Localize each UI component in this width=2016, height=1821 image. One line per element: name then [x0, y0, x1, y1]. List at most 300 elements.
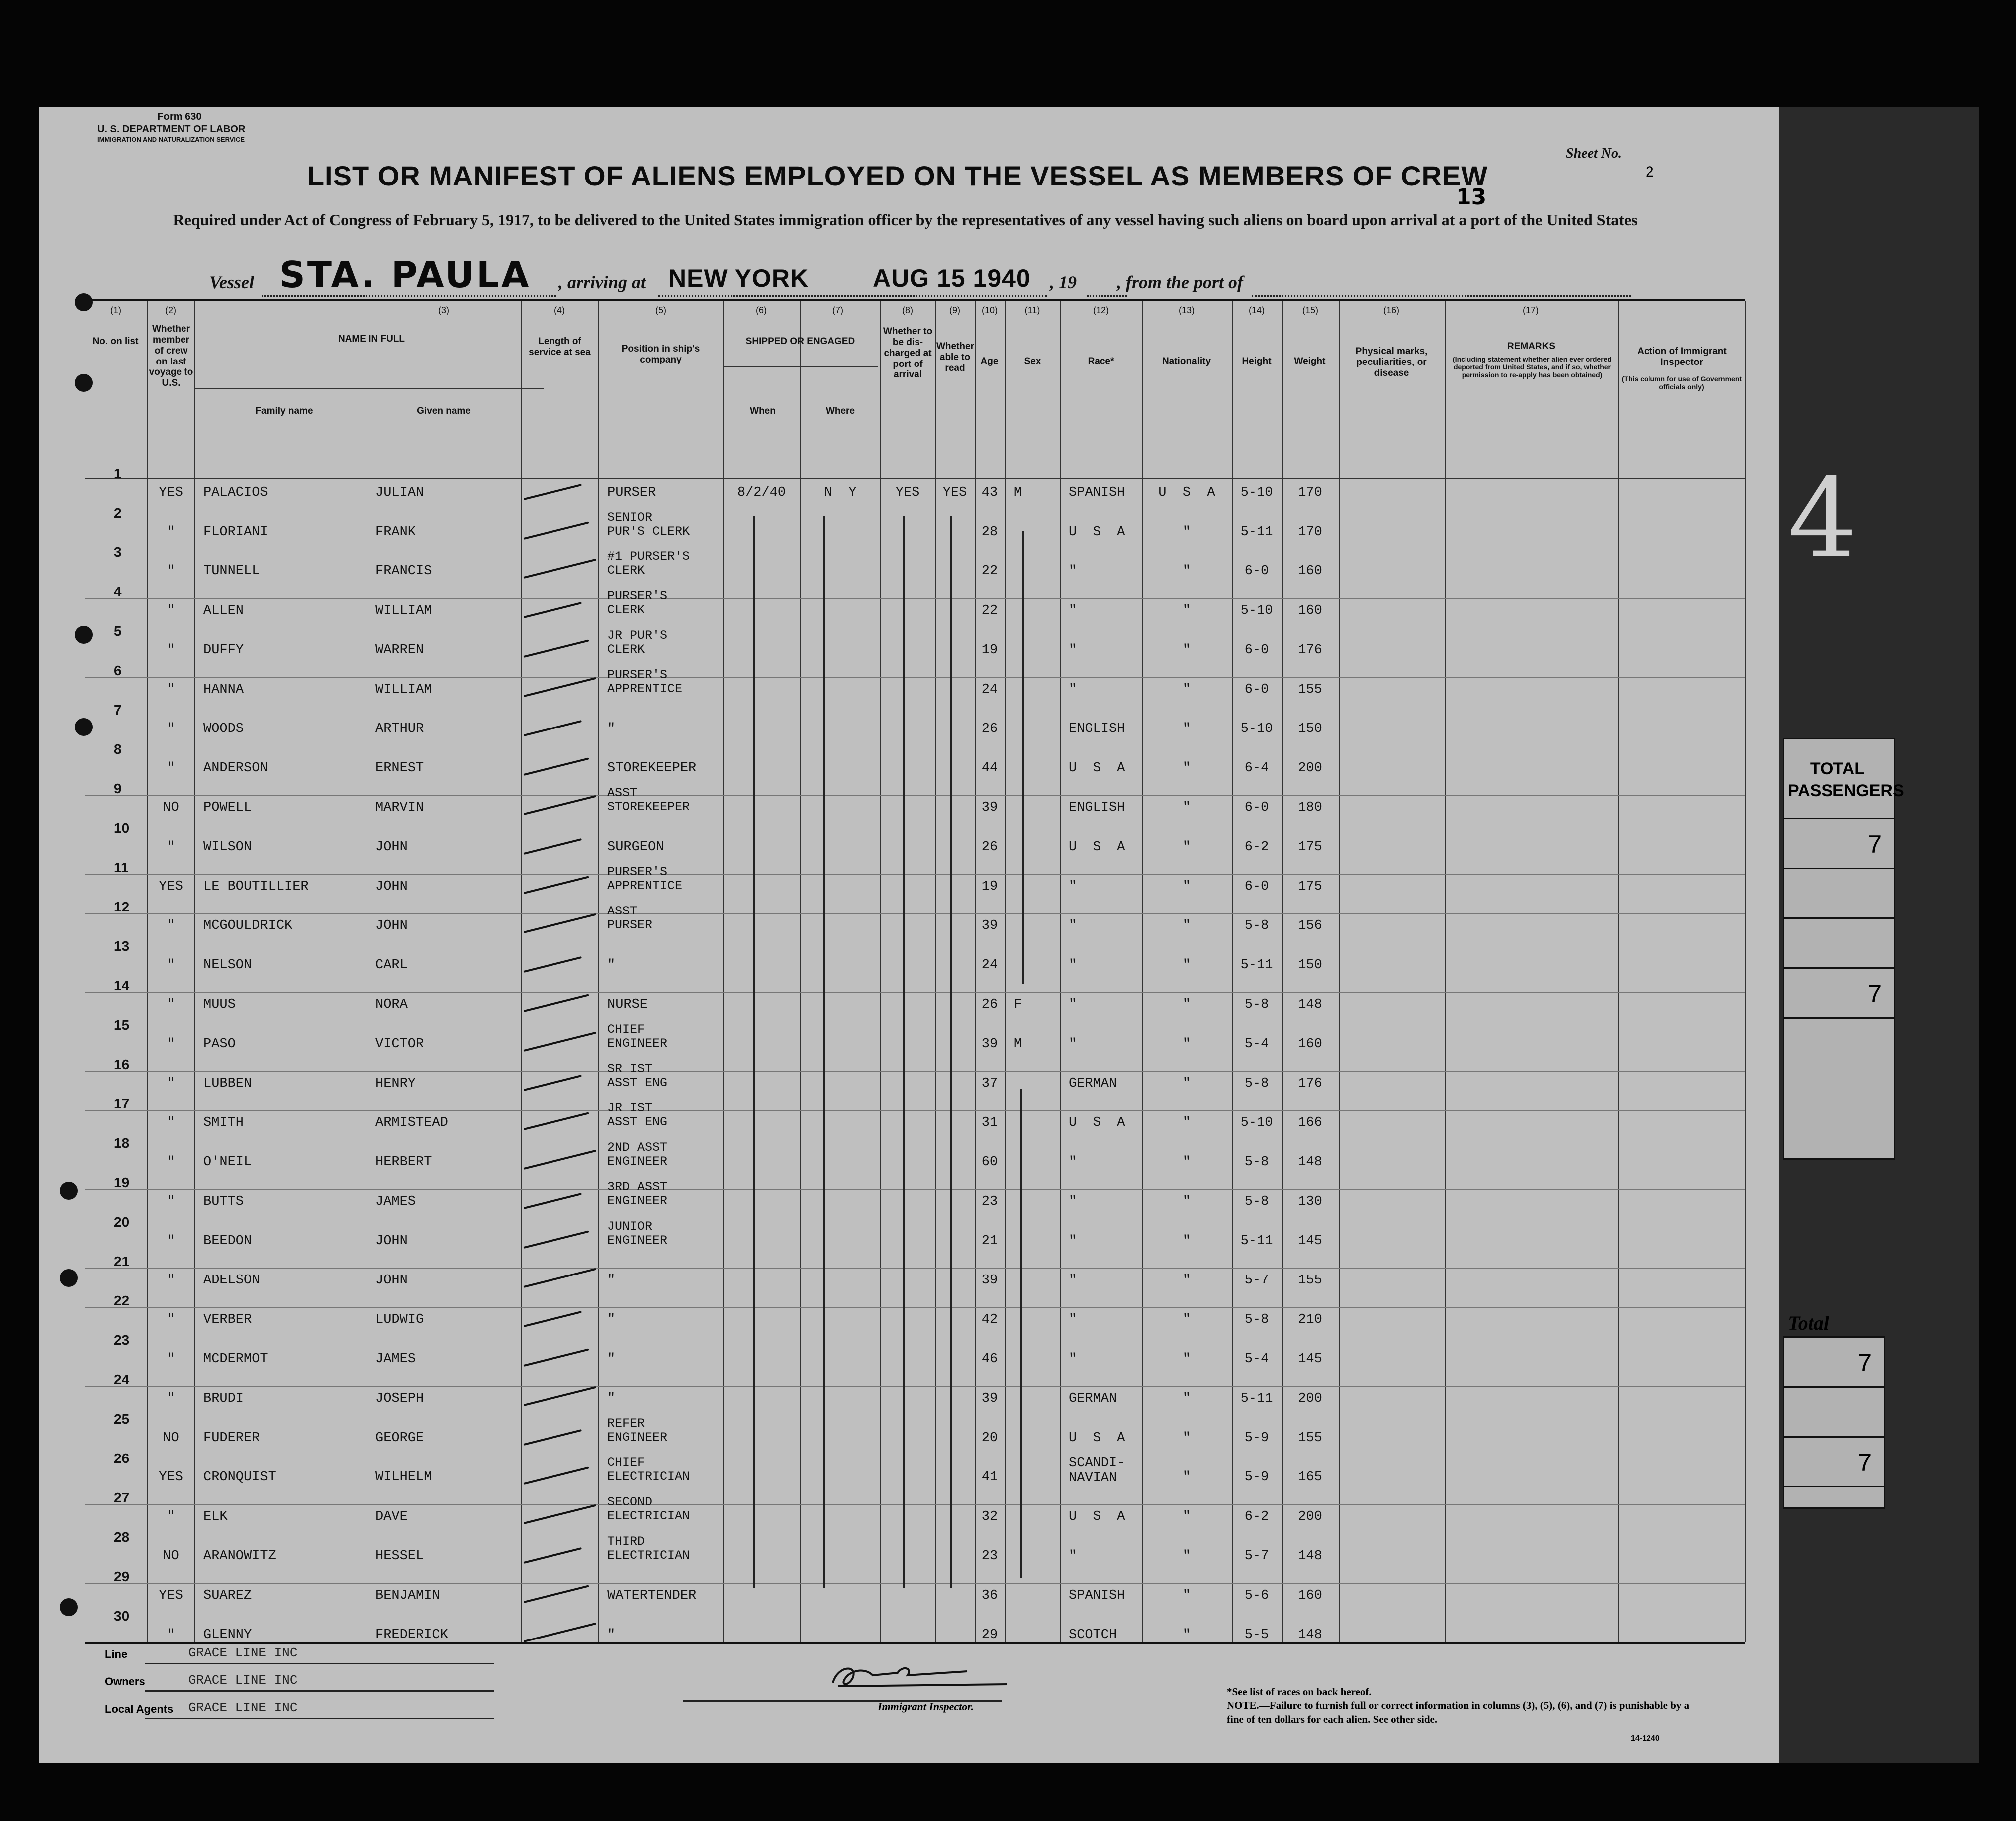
family-name: WOODS [203, 722, 244, 736]
length-of-service-check [524, 602, 582, 618]
age: 39 [981, 800, 998, 815]
position: PURSER'S APPRENTICE [607, 668, 683, 696]
column-divider [800, 301, 801, 1642]
given-name: JOHN [375, 1234, 408, 1249]
crew-last-voyage: YES [159, 1470, 183, 1485]
position: PURSER'S APPRENTICE [607, 865, 683, 893]
nationality: " [1182, 1076, 1191, 1091]
given-name: ARTHUR [375, 722, 424, 736]
agents-value: GRACE LINE INC [188, 1700, 298, 1715]
position: " [607, 1628, 616, 1642]
position: SECOND ELECTRICIAN [607, 1495, 690, 1523]
race: " [1069, 1549, 1077, 1564]
nationality: " [1182, 800, 1191, 815]
header-last-voyage: Whether member of crew on last voyage to U.S. [149, 324, 193, 389]
position: NURSE [607, 997, 648, 1012]
nationality: " [1182, 722, 1191, 736]
race: " [1069, 1273, 1077, 1288]
race: ENGLISH [1069, 722, 1125, 736]
height: 6-0 [1244, 800, 1269, 815]
crew-last-voyage: YES [159, 1588, 183, 1603]
row-number: 2 [114, 505, 122, 521]
nationality: " [1182, 761, 1191, 776]
length-of-service-check [524, 1075, 582, 1091]
position: SENIOR PUR'S CLERK [607, 510, 690, 539]
family-name: BRUDI [203, 1391, 244, 1406]
age: 41 [981, 1470, 998, 1485]
crew-last-voyage: " [167, 564, 175, 579]
race: " [1069, 1234, 1077, 1249]
given-name: VICTOR [375, 1037, 424, 1052]
row-rule [85, 1189, 1745, 1190]
nationality: " [1182, 1037, 1191, 1052]
age: 26 [981, 722, 998, 736]
row-rule [85, 1307, 1745, 1308]
height: 6-2 [1244, 1509, 1269, 1524]
age: 22 [981, 603, 998, 618]
weight: 175 [1298, 879, 1322, 894]
height: 5-8 [1244, 1155, 1269, 1170]
column-number: (17) [1522, 305, 1539, 315]
given-name: JAMES [375, 1194, 416, 1209]
age: 29 [981, 1628, 998, 1642]
column-number: (15) [1302, 305, 1318, 315]
nationality: " [1182, 1431, 1191, 1446]
crew-last-voyage: " [167, 918, 175, 933]
age: 19 [981, 643, 998, 658]
penalty-note: NOTE.—Failure to furnish full or correct information in columns (3), (5), (6), and (7) is punishable by a fine of ten dollars for each alien. See other side. [1227, 1699, 1690, 1725]
column-number: (3) [438, 305, 449, 315]
weight: 176 [1298, 643, 1322, 658]
position: JR IST ASST ENG [607, 1101, 668, 1129]
crew-last-voyage: " [167, 1352, 175, 1367]
weight: 130 [1298, 1194, 1322, 1209]
family-name: ADELSON [203, 1273, 260, 1288]
row-number: 6 [114, 663, 122, 678]
row-rule [85, 598, 1745, 599]
column-number: (14) [1248, 305, 1265, 315]
side-total-tab [1783, 1336, 1885, 1509]
age: 24 [981, 682, 998, 697]
year-label: , 19 [1050, 272, 1077, 292]
given-name: JAMES [375, 1352, 416, 1367]
side-value: 7 [1784, 1438, 1884, 1487]
race: " [1069, 918, 1077, 933]
header-where: Where [825, 406, 855, 416]
family-name: ALLEN [203, 603, 244, 618]
column-divider [521, 301, 522, 1642]
row-number: 1 [114, 466, 122, 481]
weight: 170 [1298, 525, 1322, 540]
binder-hole [60, 1182, 78, 1200]
weight: 210 [1298, 1312, 1322, 1327]
given-name: GEORGE [375, 1431, 424, 1446]
column-number: (16) [1383, 305, 1399, 315]
header-name-in-full: NAME IN FULL [338, 334, 405, 344]
weight: 200 [1298, 761, 1322, 776]
length-of-service-check [524, 1230, 589, 1249]
given-name: BENJAMIN [375, 1588, 440, 1603]
row-number: 27 [114, 1490, 130, 1505]
agents-label: Local Agents [105, 1703, 174, 1715]
row-number: 20 [114, 1214, 130, 1230]
height: 5-11 [1240, 1234, 1273, 1249]
nationality: " [1182, 997, 1191, 1012]
header-shipped-engaged: SHIPPED OR ENGAGED [745, 336, 855, 347]
given-name: FREDERICK [375, 1628, 448, 1642]
weight: 176 [1298, 1076, 1322, 1091]
position: #1 PURSER'S CLERK [607, 549, 690, 578]
nationality: " [1182, 603, 1191, 618]
length-of-service-check [524, 1150, 597, 1170]
sex: M [1014, 485, 1022, 500]
family-name: ELK [203, 1509, 228, 1524]
weight: 180 [1298, 800, 1322, 815]
race: " [1069, 603, 1077, 618]
age: 26 [981, 997, 998, 1012]
length-of-service-check [524, 1386, 597, 1406]
position: " [607, 1273, 616, 1288]
nationality: " [1182, 1628, 1191, 1642]
column-divider [1060, 301, 1061, 1642]
service-name: IMMIGRATION AND NATURALIZATION SERVICE [97, 136, 245, 143]
form-code: 14-1240 [1631, 1734, 1660, 1743]
length-of-service-check [524, 994, 589, 1012]
race: " [1069, 1194, 1077, 1209]
race: ENGLISH [1069, 800, 1125, 815]
position: ASST PURSER [607, 904, 653, 932]
position: WATERTENDER [607, 1588, 697, 1603]
crew-last-voyage: " [167, 840, 175, 855]
length-of-service-check [524, 1032, 597, 1052]
crew-last-voyage: " [167, 1155, 175, 1170]
row-rule [85, 874, 1745, 875]
row-number: 25 [114, 1411, 130, 1427]
family-name: DUFFY [203, 643, 244, 658]
race: U S A [1069, 525, 1125, 540]
position: " [607, 1352, 616, 1367]
weight: 160 [1298, 603, 1322, 618]
given-name: WILLIAM [375, 682, 432, 697]
family-name: LUBBEN [203, 1076, 252, 1091]
height: 5-8 [1244, 1312, 1269, 1327]
column-divider [1339, 301, 1340, 1642]
crew-last-voyage: " [167, 1509, 175, 1524]
crew-last-voyage: NO [163, 800, 179, 815]
given-name: HENRY [375, 1076, 416, 1091]
nationality: " [1182, 840, 1191, 855]
side-value: 7 [1784, 1338, 1884, 1388]
age: 43 [981, 485, 998, 500]
height: 5-8 [1244, 997, 1269, 1012]
header-height: Height [1242, 356, 1272, 366]
weight: 170 [1298, 485, 1322, 500]
family-name: FUDERER [203, 1431, 260, 1446]
family-name: MCDERMOT [203, 1352, 268, 1367]
header-action-note: (This column for use of Government officials only) [1621, 375, 1742, 391]
crew-last-voyage: " [167, 1115, 175, 1130]
height: 5-6 [1244, 1588, 1269, 1603]
row-number: 21 [114, 1254, 130, 1269]
position: SR IST ASST ENG [607, 1062, 668, 1090]
vessel-label: Vessel [209, 272, 254, 292]
height: 5-8 [1244, 1076, 1269, 1091]
length-of-service-check [524, 913, 597, 933]
race: " [1069, 1352, 1077, 1367]
column-number: (11) [1024, 305, 1040, 315]
race: SPANISH [1069, 485, 1125, 500]
height: 5-8 [1244, 1194, 1269, 1209]
age: 28 [981, 525, 998, 540]
ditto-line [753, 516, 755, 1588]
nationality: " [1182, 1234, 1191, 1249]
age: 20 [981, 1431, 998, 1446]
crew-last-voyage: " [167, 1234, 175, 1249]
race: U S A [1069, 761, 1125, 776]
row-number: 13 [114, 938, 130, 954]
race: " [1069, 643, 1077, 658]
weight: 148 [1298, 1155, 1322, 1170]
row-number: 3 [114, 545, 122, 560]
family-name: LE BOUTILLIER [203, 879, 309, 894]
given-name: LUDWIG [375, 1312, 424, 1327]
position: REFER ENGINEER [607, 1416, 668, 1445]
row-number: 10 [114, 820, 130, 836]
inspector-label: Immigrant Inspector. [878, 1700, 974, 1713]
crew-last-voyage: " [167, 722, 175, 736]
race: " [1069, 879, 1077, 894]
height: 5-9 [1244, 1431, 1269, 1446]
crew-last-voyage: " [167, 1076, 175, 1091]
age: 26 [981, 840, 998, 855]
binder-hole [60, 1269, 78, 1287]
row-number: 14 [114, 978, 130, 993]
length-of-service-check [524, 1311, 582, 1327]
header-weight: Weight [1294, 356, 1326, 366]
weight: 148 [1298, 1549, 1322, 1564]
column-divider [723, 301, 724, 1642]
header-family-name: Family name [255, 406, 313, 416]
height: 6-0 [1244, 879, 1269, 894]
nationality: " [1182, 1509, 1191, 1524]
from-port-label: , from the port of [1117, 272, 1244, 292]
weight: 155 [1298, 682, 1322, 697]
row-number: 26 [114, 1451, 130, 1466]
race: U S A [1069, 1431, 1125, 1446]
age: 39 [981, 1391, 998, 1406]
column-number: (9) [949, 305, 960, 315]
footnote [1227, 1685, 1695, 1726]
age: 31 [981, 1115, 998, 1130]
weight: 145 [1298, 1234, 1322, 1249]
age: 22 [981, 564, 998, 579]
position: CHIEF ENGINEER [607, 1022, 668, 1051]
family-name: GLENNY [203, 1628, 252, 1642]
side-total-heading: TOTAL PASSENGERS [1788, 759, 1904, 801]
race: U S A [1069, 1509, 1125, 1524]
age: 39 [981, 1273, 998, 1288]
height: 6-4 [1244, 761, 1269, 776]
crew-last-voyage: " [167, 682, 175, 697]
sex: M [1014, 1037, 1022, 1052]
given-name: JOHN [375, 918, 408, 933]
family-name: SUAREZ [203, 1588, 252, 1603]
crew-table [85, 299, 1745, 1644]
column-divider [1745, 301, 1746, 1642]
weight: 148 [1298, 1628, 1322, 1642]
nationality: " [1182, 879, 1191, 894]
family-name: ARANOWITZ [203, 1549, 276, 1564]
length-of-service-check [524, 876, 589, 894]
header-when: When [750, 406, 776, 416]
family-name: CRONQUIST [203, 1470, 276, 1485]
family-name: PALACIOS [203, 485, 268, 500]
family-name: NELSON [203, 958, 252, 973]
age: 21 [981, 1234, 998, 1249]
race: " [1069, 1037, 1077, 1052]
crew-last-voyage: " [167, 997, 175, 1012]
weight: 148 [1298, 997, 1322, 1012]
height: 5-10 [1240, 485, 1273, 500]
height: 5-5 [1244, 1628, 1269, 1642]
header-physical-marks: Physical marks, peculiarities, or disease [1355, 346, 1428, 378]
form-identifier [97, 111, 262, 144]
row-number: 24 [114, 1372, 130, 1387]
position: PURSER [607, 485, 656, 500]
given-name: ARMISTEAD [375, 1115, 448, 1130]
crew-last-voyage: " [167, 1194, 175, 1209]
row-number: 15 [114, 1017, 130, 1033]
position: ASST STOREKEEPER [607, 786, 690, 814]
given-name: JOSEPH [375, 1391, 424, 1406]
header-nationality: Nationality [1162, 356, 1211, 366]
given-name: CARL [375, 958, 408, 973]
position: " [607, 958, 616, 973]
row-number: 23 [114, 1332, 130, 1348]
crew-last-voyage: YES [159, 485, 183, 500]
column-divider [935, 301, 936, 1642]
header-remarks-note: (Including statement whether alien ever ordered deported from United States, and if so, whether permission to re-apply has been obtained) [1453, 355, 1612, 379]
side-value: 7 [1784, 969, 1894, 1019]
age: 60 [981, 1155, 998, 1170]
shipped-where: N Y [824, 485, 857, 500]
height: 5-4 [1244, 1037, 1269, 1052]
sheet-number-value: 2 [1646, 164, 1654, 180]
weight: 156 [1298, 918, 1322, 933]
nationality: " [1182, 1312, 1191, 1327]
form-number: Form 630 [157, 111, 202, 122]
column-divider [880, 301, 881, 1642]
row-rule [85, 1268, 1745, 1269]
sex: F [1014, 997, 1022, 1012]
height: 5-8 [1244, 918, 1269, 933]
given-name: JOHN [375, 840, 408, 855]
given-name: WILLIAM [375, 603, 432, 618]
height: 5-10 [1240, 1115, 1273, 1130]
nationality: " [1182, 682, 1191, 697]
family-name: POWELL [203, 800, 252, 815]
weight: 166 [1298, 1115, 1322, 1130]
length-of-service-check [524, 1112, 589, 1130]
nationality: " [1182, 1155, 1191, 1170]
weight: 200 [1298, 1509, 1322, 1524]
given-name: JULIAN [375, 485, 424, 500]
weight: 150 [1298, 722, 1322, 736]
position: STOREKEEPER [607, 761, 697, 776]
race: " [1069, 997, 1077, 1012]
length-of-service-check [524, 521, 589, 540]
ditto-line [1020, 1089, 1022, 1578]
race: " [1069, 1155, 1077, 1170]
row-rule [85, 795, 1745, 796]
column-divider [598, 301, 599, 1642]
row-number: 12 [114, 899, 130, 914]
family-name: MCGOULDRICK [203, 918, 293, 933]
height: 6-0 [1244, 643, 1269, 658]
length-of-service-check [524, 795, 597, 815]
arriving-label: , arriving at [558, 272, 646, 292]
family-name: SMITH [203, 1115, 244, 1130]
sheet-number-label: Sheet No. [1566, 146, 1622, 161]
race: SCANDI- NAVIAN [1069, 1456, 1125, 1486]
column-divider [1445, 301, 1446, 1642]
age: 39 [981, 1037, 998, 1052]
race: GERMAN [1069, 1076, 1117, 1091]
length-of-service-check [524, 1623, 597, 1642]
page-title: LIST OR MANIFEST OF ALIENS EMPLOYED ON THE VESSEL AS MEMBERS OF CREW [307, 160, 1488, 191]
position: " [607, 1312, 616, 1327]
row-number: 16 [114, 1057, 130, 1072]
length-of-service-check [524, 720, 582, 736]
height: 5-11 [1240, 1391, 1273, 1406]
family-name: FLORIANI [203, 525, 268, 540]
nationality: " [1182, 1115, 1191, 1130]
given-name: FRANCIS [375, 564, 432, 579]
given-name: HESSEL [375, 1549, 424, 1564]
age: 23 [981, 1549, 998, 1564]
height: 5-4 [1244, 1352, 1269, 1367]
family-name: MUUS [203, 997, 236, 1012]
race: U S A [1069, 1115, 1125, 1130]
length-of-service-check [524, 1466, 589, 1485]
row-rule [85, 992, 1745, 993]
header-discharged: Whether to be dis-charged at port of arrival [883, 326, 933, 380]
stamp-mark: 13 [1456, 184, 1487, 210]
age: 32 [981, 1509, 998, 1524]
department-name: U. S. DEPARTMENT OF LABOR [97, 124, 246, 135]
position: 3RD ASST ENGINEER [607, 1180, 668, 1208]
column-number: (5) [655, 305, 666, 315]
arrival-port: NEW YORK [668, 264, 809, 292]
given-name: JOHN [375, 1273, 408, 1288]
age: 44 [981, 761, 998, 776]
given-name: WILHELM [375, 1470, 432, 1485]
family-name: WILSON [203, 840, 252, 855]
header-age: Age [980, 356, 999, 366]
length-of-service-check [524, 1268, 597, 1288]
position: JR PUR'S CLERK [607, 628, 668, 657]
row-number: 29 [114, 1569, 130, 1584]
arrival-date: AUG 15 1940 [873, 264, 1031, 292]
height: 5-7 [1244, 1273, 1269, 1288]
row-rule [85, 1110, 1745, 1111]
given-name: FRANK [375, 525, 416, 540]
nationality: " [1182, 1588, 1191, 1603]
age: 46 [981, 1352, 998, 1367]
given-name: MARVIN [375, 800, 424, 815]
position: THIRD ELECTRICIAN [607, 1534, 690, 1563]
handwritten-mark: 4 [1788, 455, 1857, 582]
